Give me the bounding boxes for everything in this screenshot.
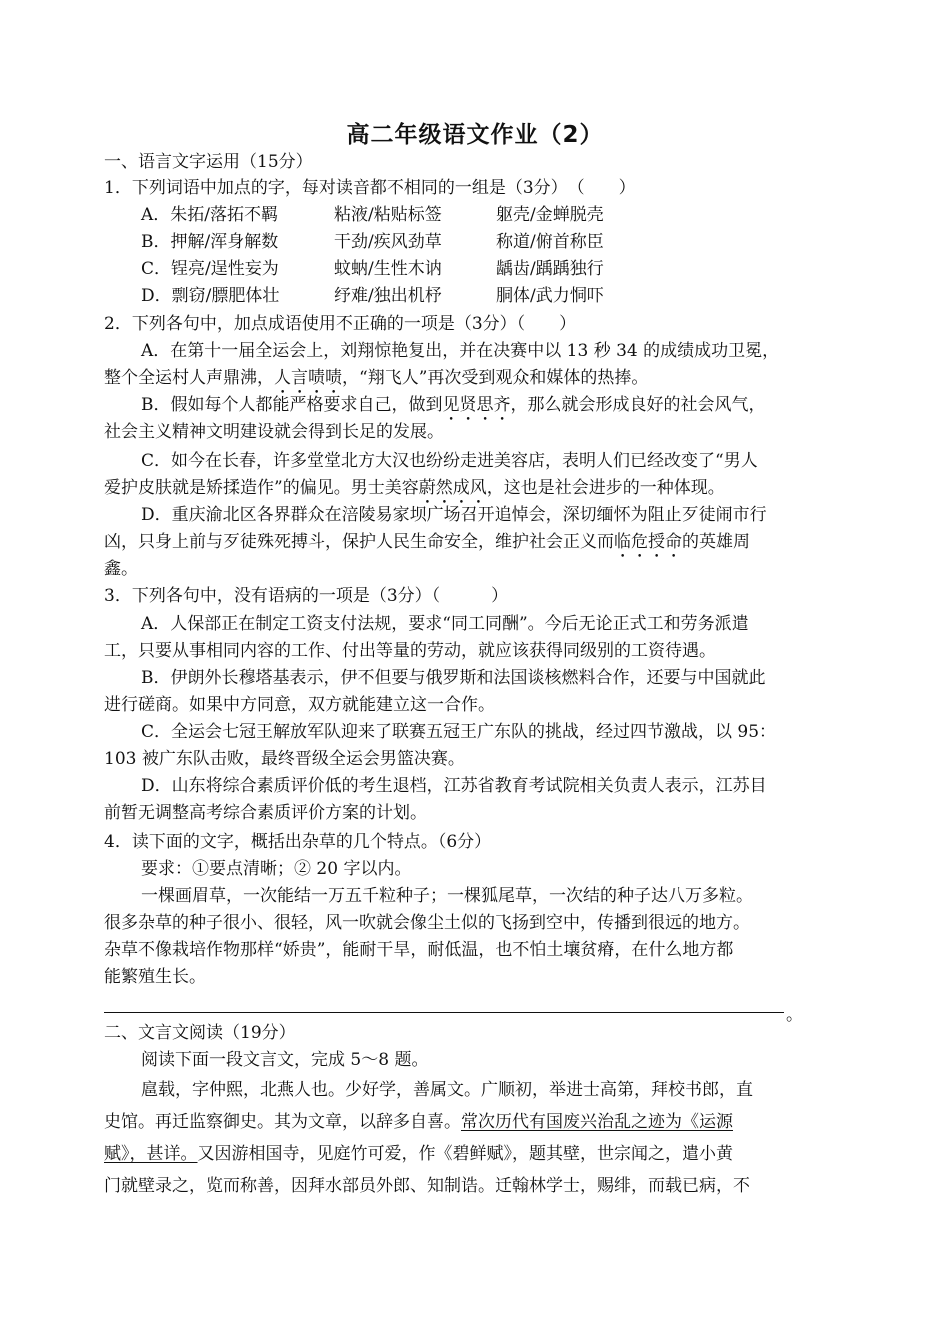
q3-option-a-line-2: 工，只要从事相同内容的工作、付出等量的劳动，就应该获得同级别的工资待遇。 [104, 641, 716, 661]
q1-option-a-1: A．朱拓/落拓不羁 [141, 205, 279, 225]
q2-option-a-line-1: A．在第十一届全运会上，刘翔惊艳复出，并在决赛中以 13 秒 34 的成绩成功卫冕， [141, 341, 780, 361]
text-span: 凶，只身上前与歹徒殊死搏斗，保护人民生命安全，维护社会正义而 [104, 532, 614, 552]
q1-option-b-1: B．押解/浑身解数 [141, 232, 279, 252]
q2-option-d-line-3: 鑫。 [104, 559, 138, 579]
text-span: 爱护皮肤就是矫揉造作”的偏见。男士美容 [104, 478, 419, 498]
text-span: ，“翔飞人”再次受到观众和媒体的热捧。 [342, 368, 649, 388]
q3-option-b-line-1: B．伊朗外长穆塔基表示，伊不但要与俄罗斯和法国谈核燃料合作，还要与中国就此 [141, 668, 766, 688]
q2-option-b-line-2: 社会主义精神文明建设就会得到长足的发展。 [104, 422, 444, 442]
q3-option-c-line-1: C．全运会七冠王解放军队迎来了联赛五冠王广东队的挑战，经过四节激战，以 95： [141, 722, 777, 742]
question-3-stem: 3．下列各句中，没有语病的一项是（3分）（ ） [104, 586, 509, 606]
classical-text-line-3 [104, 1142, 849, 1166]
classical-text-line-2 [104, 1110, 849, 1134]
q4-passage-line-4: 能繁殖生长。 [104, 967, 206, 987]
text-span: 史馆。再迁监察御史。其为文章，以辞多自喜。 [104, 1112, 461, 1132]
dotted-idiom: 蔚然成风 [418, 478, 487, 498]
classical-text-line-1: 扈载，字仲熙，北燕人也。少好学，善属文。广顺初，举进士高第，拜校书郎，直 [141, 1080, 753, 1100]
section-heading-1: 一、语言文字运用（15分） [104, 152, 313, 172]
q1-option-a-2: 粘液/粘贴标签 [334, 205, 442, 225]
q1-option-d-1: D．剽窃/膘肥体壮 [141, 286, 280, 306]
q1-option-a-3: 躯壳/金蝉脱壳 [496, 205, 604, 225]
q3-option-b-line-2: 进行磋商。如果中方同意，双方就能建立这一合作。 [104, 695, 495, 715]
text-span: 的英雄周 [682, 532, 750, 552]
q2-option-d-line-1: D．重庆渝北区各界群众在涪陵易家坝广场召开追悼会，深切缅怀为阻止歹徒闹市行 [141, 505, 767, 525]
q3-option-d-line-2: 前暂无调整高考综合素质评价方案的计划。 [104, 803, 427, 823]
q4-requirement: 要求：①要点清晰；② 20 字以内。 [141, 859, 412, 879]
q2-option-c-line-1: C．如今在长春，许多堂堂北方大汉也纷纷走进美容店，表明人们已经改变了“男人 [141, 451, 758, 471]
q1-option-b-2: 干劲/疾风劲草 [334, 232, 442, 252]
text-span: 又因游相国寺，见庭竹可爱，作《碧鲜赋》，题其壁，世宗闻之，遣小黄 [197, 1144, 733, 1164]
dotted-idiom: 人言啧啧 [274, 368, 342, 388]
q1-option-d-2: 纾难/独出机杼 [334, 286, 442, 306]
answer-period: 。 [786, 1005, 803, 1025]
q3-option-d-line-1: D．山东将综合素质评价低的考生退档，江苏省教育考试院相关负责人表示，江苏目 [141, 776, 767, 796]
classical-text-line-4: 门就壁录之，览而称善，因拜水部员外郎、知制诰。迁翰林学士，赐绯，而载已病，不 [104, 1176, 750, 1196]
q1-option-d-3: 胴体/武力恫吓 [496, 286, 604, 306]
text-span: ，这也是社会进步的一种体现。 [486, 478, 725, 498]
q1-option-c-3: 龋齿/踽踽独行 [496, 259, 604, 279]
dotted-idiom: 见贤思齐 [442, 395, 511, 415]
q1-option-b-3: 称道/俯首称臣 [496, 232, 604, 252]
text-span: ，那么就会形成良好的社会风气， [510, 395, 766, 415]
q4-passage-line-1: 一棵画眉草，一次能结一万五千粒种子；一棵狐尾草，一次结的种子达八万多粒。 [141, 886, 753, 906]
q1-option-c-2: 蚊蚋/生性木讷 [334, 259, 442, 279]
dotted-idiom: 临危授命 [614, 532, 682, 552]
text-span: B．假如每个人都能严格要求自己，做到 [141, 395, 443, 415]
section-2-intro: 阅读下面一段文言文，完成 5～8 题。 [141, 1050, 429, 1070]
page-title: 高二年级语文作业（2） [346, 122, 604, 148]
question-4-stem: 4．读下面的文字，概括出杂草的几个特点。（6分） [104, 832, 492, 852]
q4-passage-line-2: 很多杂草的种子很小、很轻，风一吹就会像尘土似的飞扬到空中，传播到很远的地方。 [104, 913, 750, 933]
question-2-stem: 2．下列各句中，加点成语使用不正确的一项是（3分）（ ） [104, 314, 577, 334]
underlined-sentence: 常次历代有国废兴治乱之迹为《运源 [461, 1112, 733, 1132]
q3-option-c-line-2: 103 被广东队击败，最终晋级全运会男篮决赛。 [104, 749, 465, 769]
text-span: 整个全运村人声鼎沸， [104, 368, 274, 388]
answer-blank-line[interactable] [104, 1012, 784, 1013]
q3-option-a-line-1: A．人保部正在制定工资支付法规，要求“同工同酬”。今后无论正式工和劳务派遣 [141, 614, 749, 634]
q4-passage-line-3: 杂草不像栽培作物那样“娇贵”，能耐干旱，耐低温，也不怕土壤贫瘠，在什么地方都 [104, 940, 734, 960]
question-1-stem: 1．下列词语中加点的字，每对读音都不相同的一组是（3分） （ ） [104, 178, 636, 198]
q1-option-c-1: C．锃亮/逞性妄为 [141, 259, 279, 279]
section-heading-2: 二、文言文阅读（19分） [104, 1023, 296, 1043]
underlined-sentence: 赋》，甚详。 [104, 1144, 198, 1164]
